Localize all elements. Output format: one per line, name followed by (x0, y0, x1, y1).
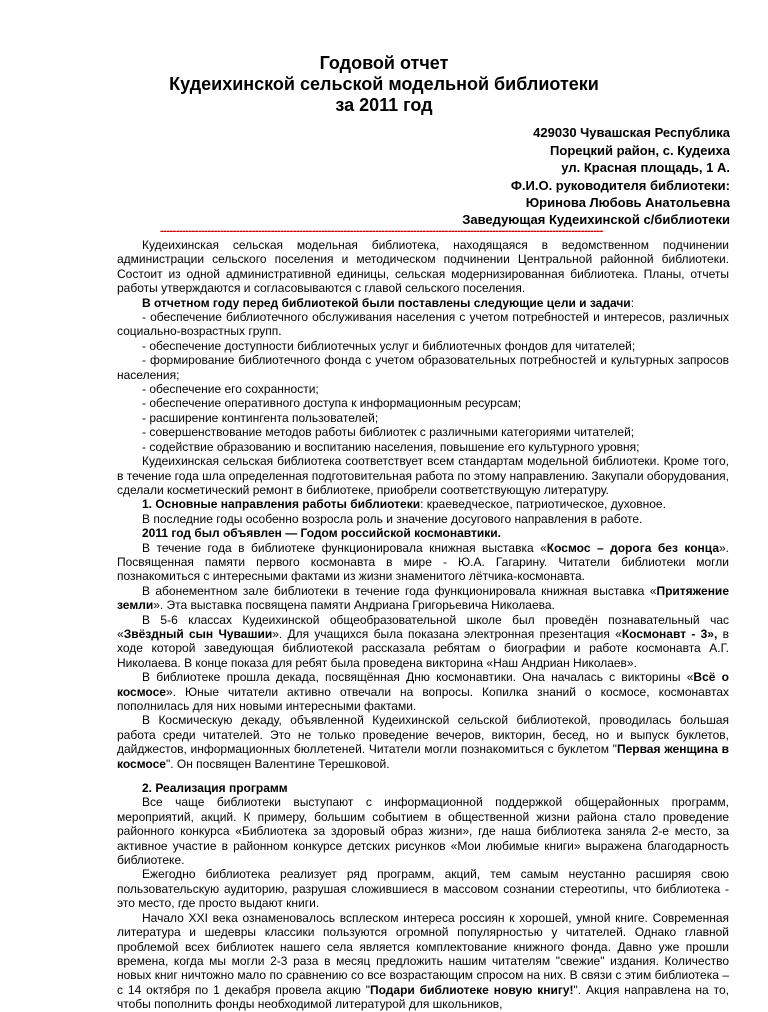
paragraph-decade (117, 670, 729, 713)
paragraph-school-event (117, 613, 729, 671)
address-line-1: 429030 Чувашская Республика (533, 125, 730, 140)
red-separator: -------------------------------------------------------------------------------------------------------------------------------------------- (160, 225, 603, 237)
title-line-1: Годовой отчет (319, 53, 449, 73)
paragraph-exhibition-1 (117, 541, 729, 584)
goals-colon: : (630, 295, 635, 310)
section-1-heading: 1. Основные направления работы библиотеки (142, 497, 421, 512)
text-run: В течение года в библиотеке функционировала книжная выставка « (142, 540, 547, 555)
text-run: Начало XXI века ознаменовалось всплеском интереса россиян к хорошей, умной книге. Современная литература и шедевры классики пользуются огромной популярностью у читателей. Однако главной проблемой всех библиотек нашего села является комплектование книжного фонда. Давно уже прошли времена, когда мы могли 2-3 раза в месяц предложить нашим читателям "свежие" издания. Количество новых книг ничтожно мало по сравнению со все возрастающим спросом на них. В связи с этим библиотека – с 14 октября по 1 декабря провела акцию " (117, 910, 729, 997)
text-run: ». Юные читатели активно отвечали на вопросы. Копилка знаний о космосе, космонавтах пополнилась для них новыми интересными фактами. (117, 684, 729, 713)
spacer (117, 771, 729, 781)
goal-item: - обеспечение доступности библиотечных услуг и библиотечных фондов для читателей; (142, 338, 636, 353)
address-line-5: Юринова Любовь Анатольевна (525, 195, 730, 210)
text-run: ». Посвященная памяти первого космонавта в мире - Ю.А. Гагарину. Читатели библиотеки могли познакомиться с интересными фактами из жизни знаменитого лётчика-космонавта. (117, 540, 730, 584)
text-run: ». Для учащихся была показана электронная презентация « (272, 626, 622, 641)
event-title: Звёздный сын Чувашии (123, 626, 273, 641)
text-run: ". Он посвящен Валентине Терешковой. (165, 756, 390, 771)
text-run: В библиотеке прошла декада, посвящённая Дню космонавтики. Она началась с викторины « (142, 670, 694, 685)
address-line-2: Порецкий район, с. Кудеиха (550, 143, 730, 158)
text-run: В абонементном зале библиотеки в течение года функционировала книжная выставка « (142, 583, 657, 598)
paragraph-intro: Кудеихинская сельская модельная библиотека, находящаяся в ведомственном подчинении администрации сельского поселения и методическом подчинении Центральной районной библиотеки. Состоит из одной административной единицы, сельская модернизированная библиотека. Планы, отчеты работы утверждаются и согласовываются с главой сельского поселения. (117, 238, 729, 296)
exhibition-title: Космос – дорога без конца (546, 540, 719, 555)
text-run: в ходе которой заведующая библиотекой рассказала ребятам о биографии и работе космонавта А.Г. Николаева. В конце показа для ребят была проведена викторина «Наш Андриан Николаев». (117, 626, 729, 670)
section-1-line (117, 497, 729, 511)
year-heading: 2011 год был объявлен — Годом российской космонавтики. (142, 526, 501, 541)
title-line-2: Кудеихинской сельской модельной библиотеки (169, 74, 599, 94)
address-line-6: Заведующая Кудеихинской с/библиотеки (462, 212, 730, 227)
section-1-text: : краеведческое, патриотическое, духовное. (420, 497, 666, 512)
goal-item: - обеспечение библиотечного обслуживания населения с учетом потребностей и интересов, различных социально-возрастных групп. (117, 310, 729, 339)
paragraph-space-decade (117, 713, 729, 771)
goals-heading-line (117, 296, 729, 310)
exhibition-title: Притяжение земли (117, 583, 729, 613)
text-run: ". Акция направлена на то, чтобы пополнить фонды необходимой литературой для школьников, (117, 982, 729, 1012)
paragraph-annual: Ежегодно библиотека реализует ряд программ, акций, тем самым неустанно расширяя свою пользовательскую аудиторию, разрушая сложившиеся в массовом сознании стереотипы, что библиотека - это место, где просто выдают книги. (117, 867, 729, 911)
text-run: В 5-6 классах Кудеихинской общеобразовательной школе был проведён познавательный час « (117, 612, 729, 641)
goal-item: - расширение контингента пользователей; (142, 410, 379, 425)
paragraph-leisure: В последние годы особенно возросла роль и значение досугового направления в работе. (142, 511, 643, 526)
paragraph-programs: Все чаще библиотеки выступают с информационной поддержкой общерайонных программ, мероприятий, акций. К примеру, большим событием в общественной жизни района стало проведение районного конкурса «Библиотека за здоровый образ жизни», где наша библиотека заняла 2-е место, за активное участие в районном конкурсе детских рисунков «Мои любимые книги» выражена благодарность библиотеке. (117, 795, 729, 868)
text-run: В Космическую декаду, объявленной Кудеихинской сельской библиотекой, проводилась большая работа среди читателей. Это не только проведение вечеров, викторин, бесед, но и выпуск буклетов, дайджестов, информационных бюллетеней. Читатели могли познакомиться с буклетом " (117, 713, 729, 757)
action-title: Подари библиотеке новую книгу! (369, 982, 574, 997)
title-line-3: за 2011 год (335, 95, 433, 115)
goals-heading: В отчетном году перед библиотекой были поставлены следующие цели и задачи (142, 295, 631, 310)
goal-item: - совершенствование методов работы библиотек с различными категориями читателей; (142, 425, 635, 440)
paragraph-books-action (117, 911, 729, 1012)
quiz-title: Всё о космосе (117, 670, 729, 699)
goal-item: - обеспечение оперативного доступа к информационным ресурсам; (142, 396, 522, 411)
text-run: ». Эта выставка посвящена памяти Андриана Григорьевича Николаева. (153, 598, 555, 613)
document-body (117, 238, 729, 1012)
address-line-4: Ф.И.О. руководителя библиотеки: (510, 178, 730, 193)
section-2-heading: 2. Реализация программ (142, 781, 288, 796)
presentation-title: Космонавт - 3», (621, 626, 718, 641)
goal-item: - обеспечение его сохранности; (142, 382, 319, 397)
booklet-title: Первая женщина в космосе (117, 742, 729, 771)
paragraph-standards: Кудеихинская сельская библиотека соответствует всем стандартам модельной библиотеки. Кроме того, в течение года шла определенная подготовительная работа по этому направлению. Закупали оборудования, сделали косметический ремонт в библиотеке, приобрели соответствующую литературу. (117, 454, 729, 497)
address-line-3: ул. Красная площадь, 1 А. (561, 160, 730, 175)
goal-item: - содействие образованию и воспитанию населения, повышение его культурного уровня; (142, 439, 640, 454)
paragraph-exhibition-2 (117, 584, 729, 613)
goal-item: - формирование библиотечного фонда с учетом образовательных потребностей и культурных запросов населения; (117, 353, 729, 382)
